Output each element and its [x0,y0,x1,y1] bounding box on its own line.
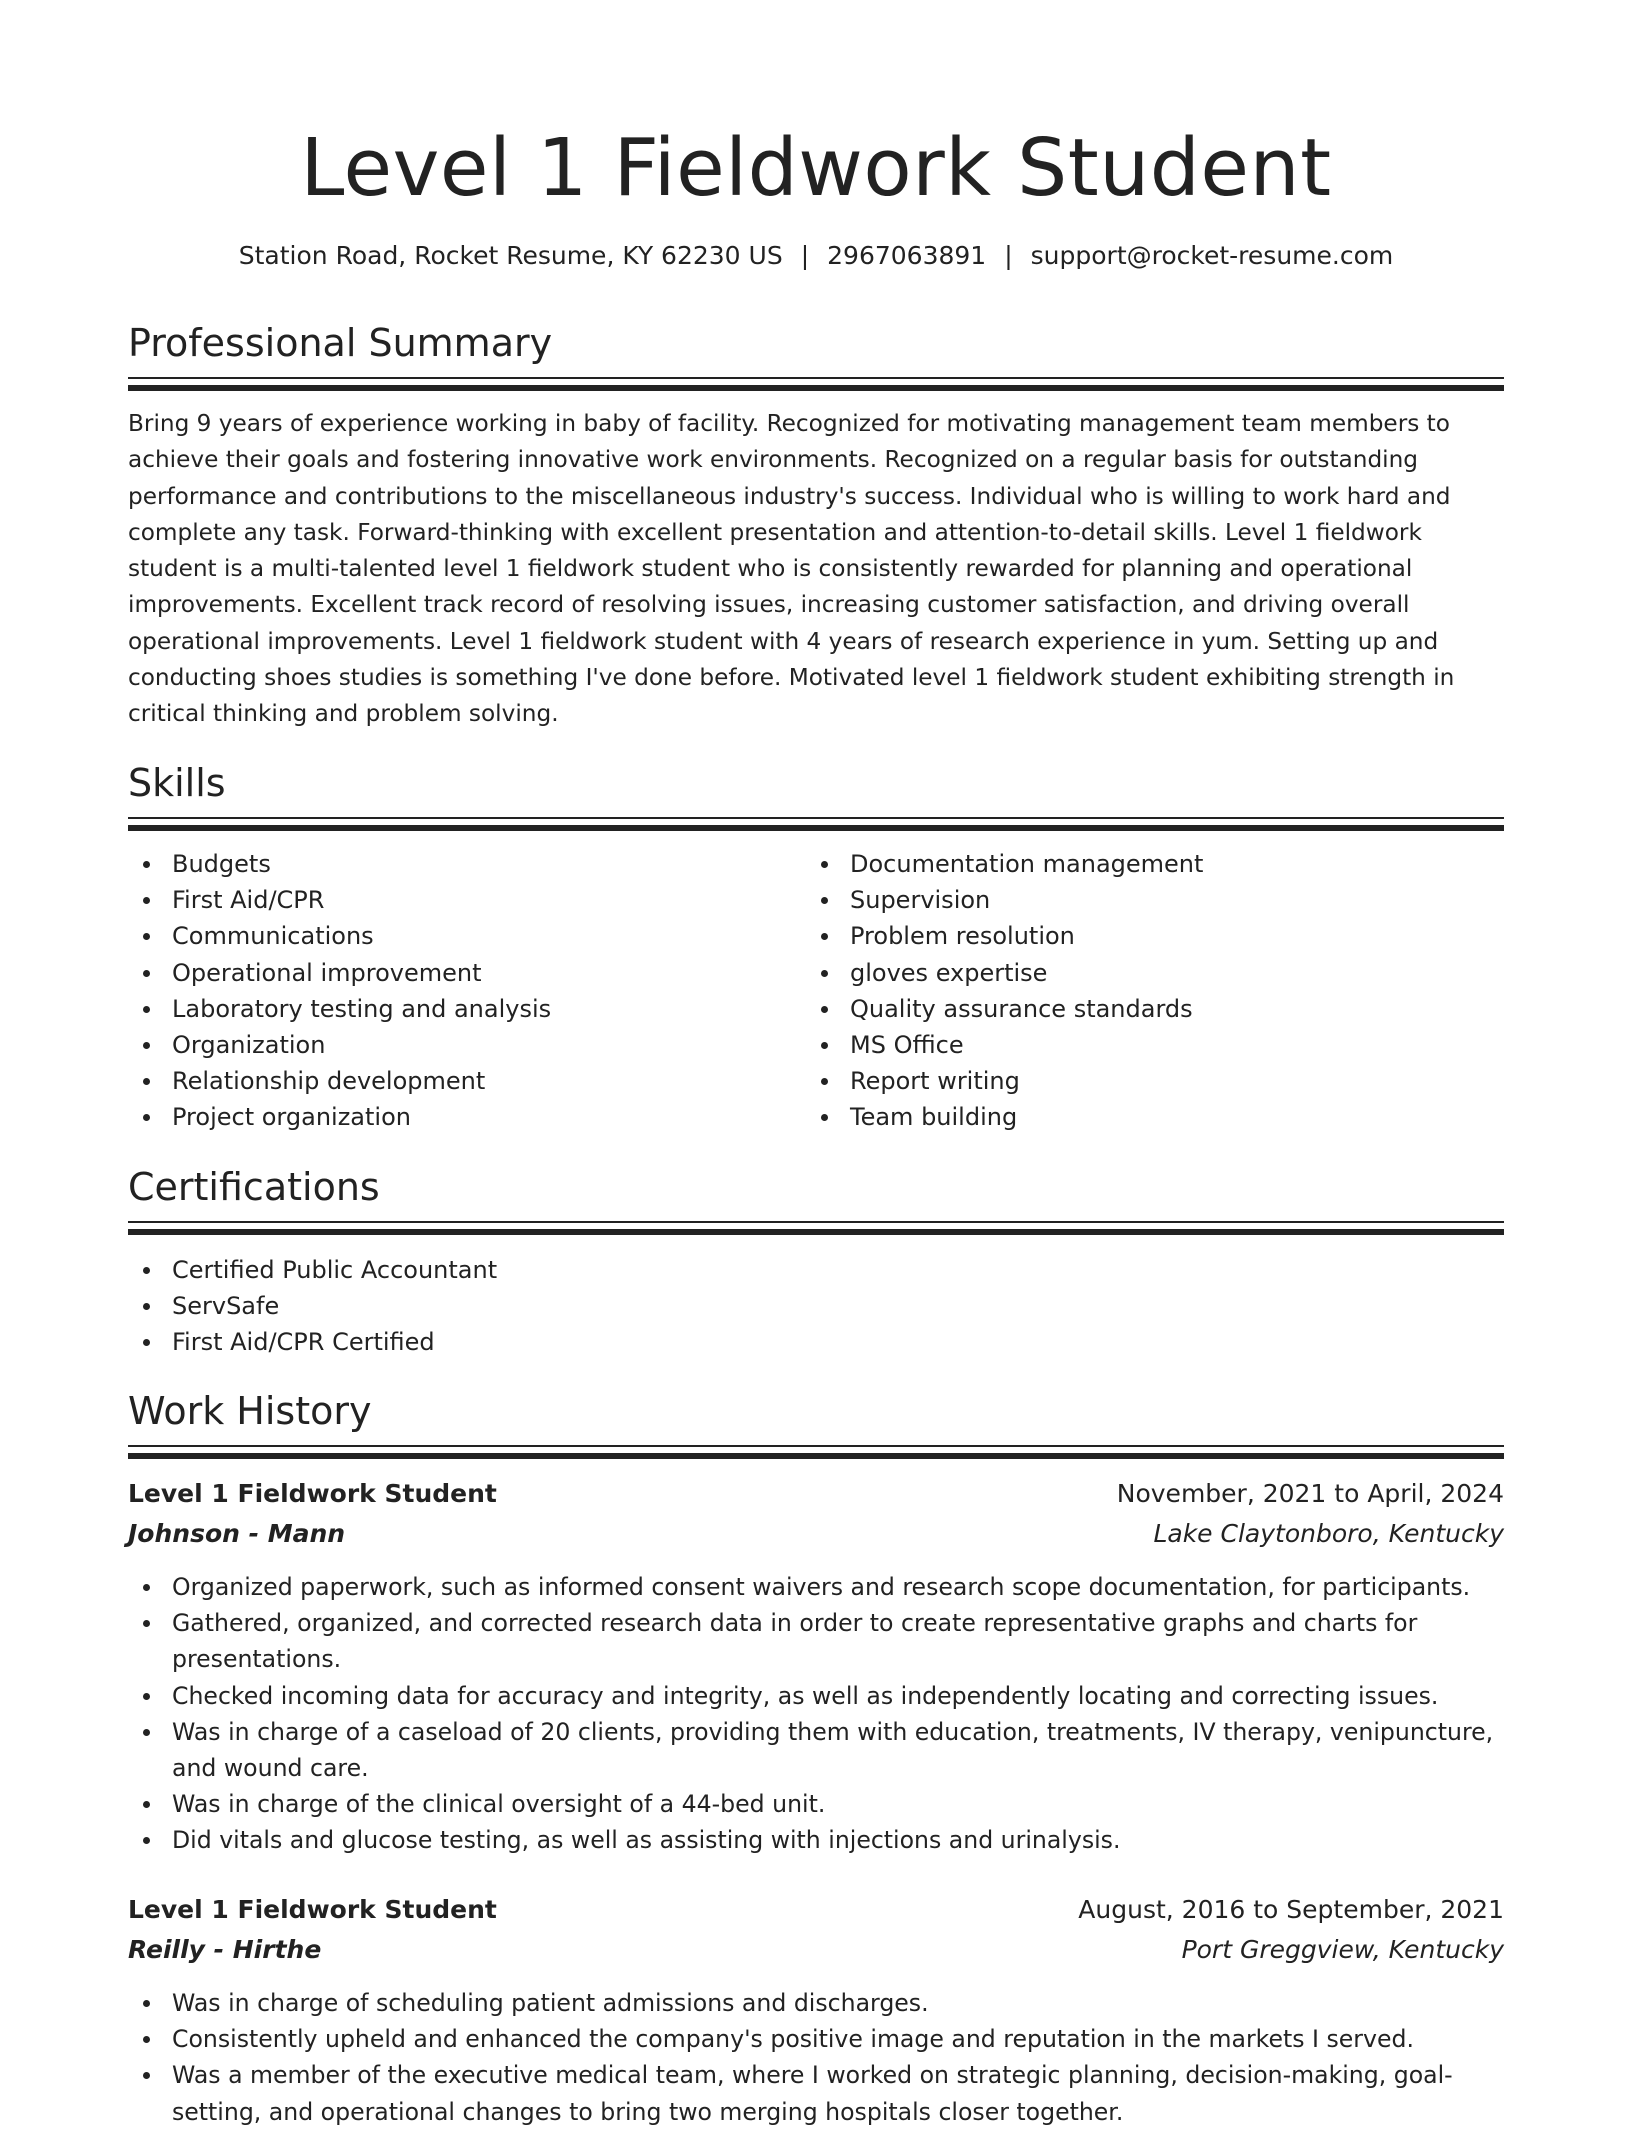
contact-address: Station Road, Rocket Resume, KY 62230 US [238,241,783,270]
job-bullets [128,1569,1504,1859]
skill-item: Documentation management [806,846,1466,882]
certifications-list [128,1252,1504,1361]
job-bullet: Consistently upheld and enhanced the company's positive image and reputation in the markets I served. [128,2021,1504,2057]
contact-line [128,238,1504,274]
skill-item: Problem resolution [806,918,1466,954]
skill-item: Project organization [128,1099,788,1135]
job-location: Lake Claytonboro, Kentucky [1153,1519,1504,1548]
job-header [128,1476,1504,1556]
skills-list-right [806,846,1466,1136]
job-dates: November, 2021 to April, 2024 [1116,1479,1504,1508]
candidate-name: Level 1 Fieldwork Student [300,122,1332,214]
section-divider [128,1445,1504,1455]
skills-column-left [128,846,788,1136]
section-title-skills: Skills [128,761,226,805]
job-title: Level 1 Fieldwork Student [128,1479,497,1508]
skill-item: gloves expertise [806,955,1466,991]
section-divider [128,377,1504,387]
skill-item: Report writing [806,1063,1466,1099]
job-bullet: Did vitals and glucose testing, as well as assisting with injections and urinalysis. [128,1822,1504,1858]
skill-item: Budgets [128,846,788,882]
skill-item: Organization [128,1027,788,1063]
contact-phone: 2967063891 [827,241,987,270]
job-bullets [128,1985,1504,2130]
job-company: Johnson - Mann [128,1519,346,1548]
job-title: Level 1 Fieldwork Student [128,1895,497,1924]
job-bullet: Gathered, organized, and corrected research data in order to create representative graphs and charts for presentations. [128,1605,1504,1677]
skill-item: MS Office [806,1027,1466,1063]
job-location: Port Greggview, Kentucky [1181,1935,1504,1964]
job-company: Reilly - Hirthe [128,1935,322,1964]
job-bullet: Was in charge of the clinical oversight of a 44-bed unit. [128,1786,1504,1822]
contact-separator: | [1004,241,1013,270]
certification-item: ServSafe [128,1288,1504,1324]
skill-item: Communications [128,918,788,954]
job-bullet: Was in charge of scheduling patient admissions and discharges. [128,1985,1504,2021]
certification-item: Certified Public Accountant [128,1252,1504,1288]
skills-list-left [128,846,788,1136]
skills-column-right [806,846,1466,1136]
contact-separator: | [800,241,810,270]
skill-item: Operational improvement [128,955,788,991]
certification-item: First Aid/CPR Certified [128,1324,1504,1360]
section-divider [128,1221,1504,1231]
skill-item: Team building [806,1099,1466,1135]
section-divider [128,817,1504,827]
summary-text: Bring 9 years of experience working in baby of facility. Recognized for motivating management team members to achieve their goals and fostering innovative work environments. Recognized on a regular basis for outstanding performance and contributions to the miscellaneous industry's success. Individual who is willing to work hard and complete any task. Forward-thinking with excellent presentation and attention-to-detail skills. Level 1 fieldwork student is a multi-talented level 1 fieldwork student who is consistently rewarded for planning and operational improvements. Excellent track record of resolving issues, increasing customer satisfaction, and driving overall operational improvements. Level 1 fieldwork student with 4 years of research experience in yum. Setting up and conducting shoes studies is something I've done before. Motivated level 1 fieldwork student exhibiting strength in critical thinking and problem solving. [128,410,1455,728]
skill-item: Quality assurance standards [806,991,1466,1027]
job-header [128,1892,1504,1972]
section-title-certifications: Certifications [128,1165,380,1209]
job-bullet: Organized paperwork, such as informed consent waivers and research scope documentation, for participants. [128,1569,1504,1605]
section-title-work-history: Work History [128,1389,372,1433]
job-dates: August, 2016 to September, 2021 [1078,1895,1504,1924]
contact-email: support@rocket-resume.com [1030,241,1394,270]
skill-item: First Aid/CPR [128,882,788,918]
skill-item: Laboratory testing and analysis [128,991,788,1027]
job-bullet: Was in charge of a caseload of 20 clients, providing them with education, treatments, IV therapy, venipuncture, and wound care. [128,1714,1504,1786]
section-title-summary: Professional Summary [128,321,553,365]
job-bullet: Checked incoming data for accuracy and integrity, as well as independently locating and correcting issues. [128,1678,1504,1714]
skill-item: Supervision [806,882,1466,918]
skill-item: Relationship development [128,1063,788,1099]
job-bullet: Was a member of the executive medical team, where I worked on strategic planning, decision-making, goal-setting, and operational changes to bring two merging hospitals closer together. [128,2057,1504,2129]
